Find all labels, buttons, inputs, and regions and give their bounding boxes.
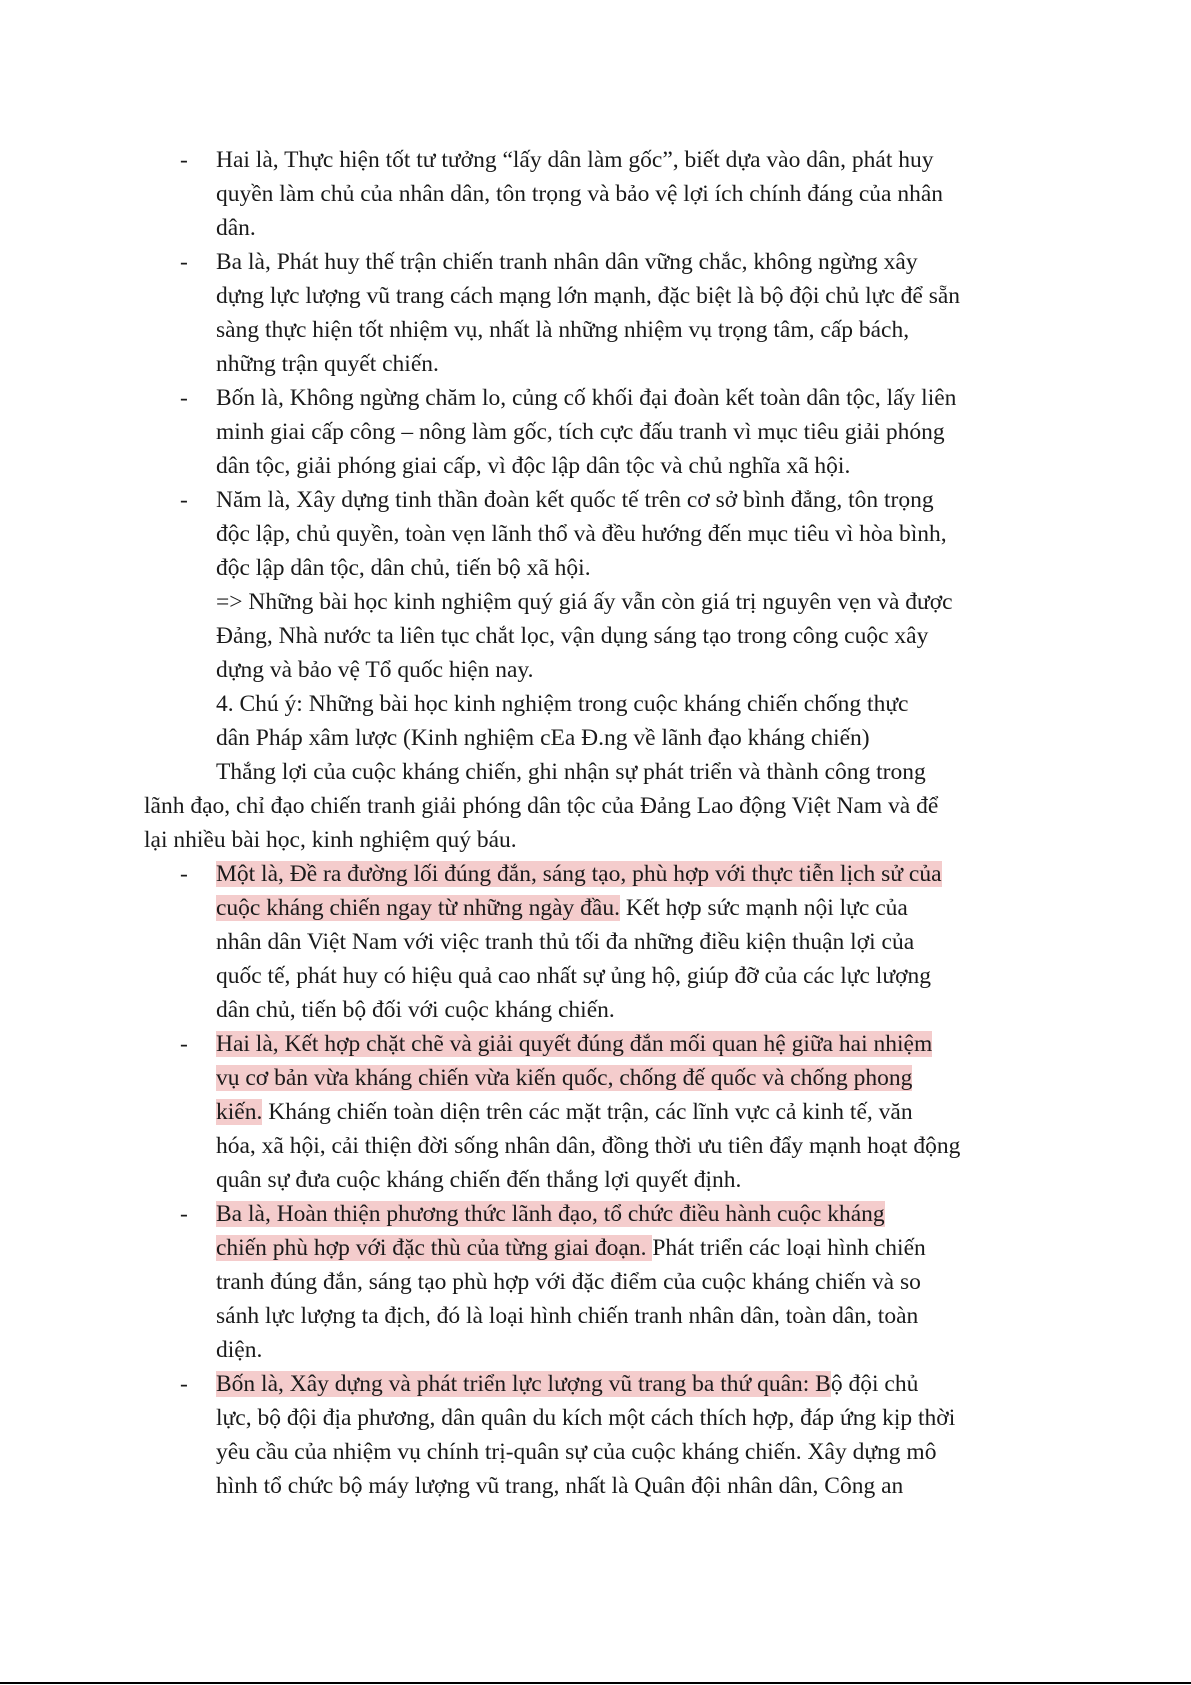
bullet-dash: - xyxy=(180,1371,188,1397)
plain-text: sánh lực lượng ta địch, đó là loại hình chiến tranh nhân dân, toàn dân, toàn xyxy=(216,1303,919,1329)
paragraph-line: lại nhiều bài học, kinh nghiệm quý báu. xyxy=(144,827,517,853)
lesson-line xyxy=(216,1267,921,1297)
lesson-line xyxy=(216,1301,918,1331)
text-line: Năm là, Xây dựng tinh thần đoàn kết quốc tế trên cơ sở bình đẳng, tôn trọng xyxy=(216,487,934,513)
lesson-line xyxy=(216,961,931,991)
lesson-line xyxy=(216,1437,936,1467)
lesson-line xyxy=(216,859,942,889)
bullet-dash: - xyxy=(180,487,188,513)
plain-text: quốc tế, phát huy có hiệu quả cao nhất sự ủng hộ, giúp đỡ của các lực lượng xyxy=(216,963,931,989)
plain-text: hóa, xã hội, cải thiện đời sống nhân dân, đồng thời ưu tiên đẩy mạnh hoạt động xyxy=(216,1133,961,1159)
plain-text: yêu cầu của nhiệm vụ chính trị-quân sự của cuộc kháng chiến. Xây dựng mô xyxy=(216,1439,937,1465)
highlighted-text: vụ cơ bản vừa kháng chiến vừa kiến quốc, chống đế quốc và chống phong xyxy=(216,1065,913,1091)
plain-text: dân chủ, tiến bộ đối với cuộc kháng chiến. xyxy=(216,997,615,1023)
lesson-line xyxy=(216,1369,918,1399)
plain-text: tranh đúng đắn, sáng tạo phù hợp với đặc điểm của cuộc kháng chiến và so xyxy=(216,1269,921,1295)
highlighted-text: Ba là, Hoàn thiện phương thức lãnh đạo, tổ chức điều hành cuộc kháng xyxy=(216,1201,885,1227)
lesson-line xyxy=(216,893,908,923)
text-line: những trận quyết chiến. xyxy=(216,351,439,377)
plain-text: Phát triển các loại hình chiến xyxy=(652,1235,926,1261)
lesson-line xyxy=(216,1403,955,1433)
highlighted-text: cuộc kháng chiến ngay từ những ngày đầu. xyxy=(216,895,620,921)
lesson-line xyxy=(216,1131,960,1161)
highlighted-text: Một là, Đề ra đường lối đúng đắn, sáng tạo, phù hợp với thực tiễn lịch sử của xyxy=(216,861,942,887)
highlighted-text: chiến phù hợp với đặc thù của từng giai đoạn. xyxy=(216,1235,653,1261)
text-line: sàng thực hiện tốt nhiệm vụ, nhất là những nhiệm vụ trọng tâm, cấp bách, xyxy=(216,317,910,343)
lesson-line xyxy=(216,1233,926,1263)
lesson-line xyxy=(216,1199,885,1229)
text-line: => Những bài học kinh nghiệm quý giá ấy vẫn còn giá trị nguyên vẹn và được xyxy=(216,589,953,615)
text-line: quyền làm chủ của nhân dân, tôn trọng và bảo vệ lợi ích chính đáng của nhân xyxy=(216,181,943,207)
bullet-dash: - xyxy=(180,385,188,411)
highlighted-text: Bốn là, Xây dựng và phát triển lực lượng vũ trang ba thứ quân: B xyxy=(216,1371,831,1397)
text-line: Đảng, Nhà nước ta liên tục chắt lọc, vận dụng sáng tạo trong công cuộc xây xyxy=(216,623,929,649)
bullet-dash: - xyxy=(180,147,188,173)
text-line: dân. xyxy=(216,215,256,241)
lesson-line xyxy=(216,1063,912,1093)
lesson-line xyxy=(216,1029,932,1059)
lesson-line xyxy=(216,927,914,957)
plain-text: lực, bộ đội địa phương, dân quân du kích một cách thích hợp, đáp ứng kịp thời xyxy=(216,1405,956,1431)
lesson-line xyxy=(216,1165,741,1195)
bullet-dash: - xyxy=(180,1201,188,1227)
section-heading: 4. Chú ý: Những bài học kinh nghiệm trong cuộc kháng chiến chống thực xyxy=(216,691,909,717)
plain-text: Kết hợp sức mạnh nội lực của xyxy=(619,895,908,921)
plain-text: nhân dân Việt Nam với việc tranh thủ tối đa những điều kiện thuận lợi của xyxy=(216,929,915,955)
text-line: Hai là, Thực hiện tốt tư tưởng “lấy dân làm gốc”, biết dựa vào dân, phát huy xyxy=(216,147,934,173)
bullet-dash: - xyxy=(180,1031,188,1057)
text-line: minh giai cấp công – nông làm gốc, tích cực đấu tranh vì mục tiêu giải phóng xyxy=(216,419,945,445)
lesson-line xyxy=(216,1097,913,1127)
section-heading: dân Pháp xâm lược (Kinh nghiệm cEa Đ.ng về lãnh đạo kháng chiến) xyxy=(216,725,870,751)
text-line: dân tộc, giải phóng giai cấp, vì độc lập dân tộc và chủ nghĩa xã hội. xyxy=(216,453,851,479)
highlighted-text: kiến. xyxy=(216,1099,263,1125)
bullet-dash: - xyxy=(180,861,188,887)
plain-text: quân sự đưa cuộc kháng chiến đến thắng lợi quyết định. xyxy=(216,1167,742,1193)
plain-text: diện. xyxy=(216,1337,263,1363)
text-line: độc lập dân tộc, dân chủ, tiến bộ xã hội. xyxy=(216,555,591,581)
lesson-line xyxy=(216,995,615,1025)
text-line: Ba là, Phát huy thế trận chiến tranh nhân dân vững chắc, không ngừng xây xyxy=(216,249,918,275)
plain-text: hình tổ chức bộ máy lượng vũ trang, nhất là Quân đội nhân dân, Công an xyxy=(216,1473,904,1499)
highlighted-text: Hai là, Kết hợp chặt chẽ và giải quyết đúng đắn mối quan hệ giữa hai nhiệm xyxy=(216,1031,933,1057)
text-line: dựng và bảo vệ Tổ quốc hiện nay. xyxy=(216,657,534,683)
plain-text: ộ đội chủ xyxy=(830,1371,919,1397)
paragraph-line: Thắng lợi của cuộc kháng chiến, ghi nhận sự phát triển và thành công trong xyxy=(216,759,926,785)
bullet-dash: - xyxy=(180,249,188,275)
text-line: độc lập, chủ quyền, toàn vẹn lãnh thổ và đều hướng đến mục tiêu vì hòa bình, xyxy=(216,521,947,547)
page-bottom-rule xyxy=(0,1682,1191,1684)
paragraph-line: lãnh đạo, chỉ đạo chiến tranh giải phóng dân tộc của Đảng Lao động Việt Nam và để xyxy=(144,793,939,819)
lesson-line xyxy=(216,1471,903,1501)
plain-text: Kháng chiến toàn diện trên các mặt trận, các lĩnh vực cả kinh tế, văn xyxy=(262,1099,913,1125)
text-line: dựng lực lượng vũ trang cách mạng lớn mạnh, đặc biệt là bộ đội chủ lực để sẵn xyxy=(216,283,961,309)
text-line: Bốn là, Không ngừng chăm lo, củng cố khối đại đoàn kết toàn dân tộc, lấy liên xyxy=(216,385,957,411)
lesson-line xyxy=(216,1335,262,1365)
